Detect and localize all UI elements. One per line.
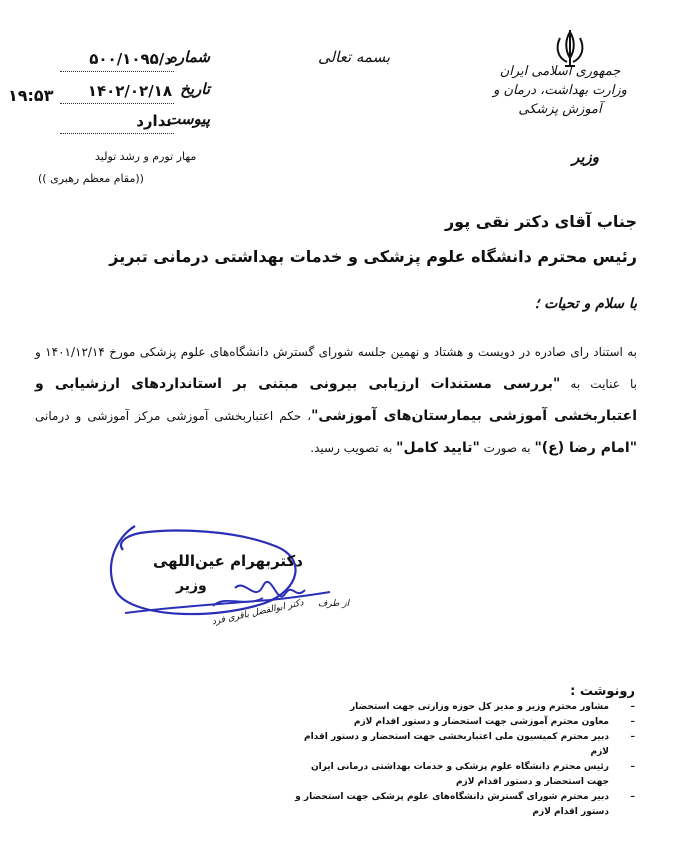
on-behalf-label: از طرف <box>318 599 350 609</box>
handwritten-signer-name: دکتر ابوالفضل باقری فرد <box>211 598 305 628</box>
ministry-line-country: جمهوری اسلامی ایران <box>499 64 621 79</box>
cc-list <box>295 700 635 820</box>
body-bold-2: "امام رضا (ع)" <box>534 440 637 456</box>
reference-number-row <box>60 48 210 72</box>
signatory-title: وزیر <box>176 578 207 594</box>
dotted-line <box>60 103 174 104</box>
cc-item: – رئیس محترم دانشگاه علوم پزشکی و خدمات بهداشتی درمانی ایران جهت استحضار و دستور اقدام لازم <box>295 760 635 790</box>
letter-body <box>35 336 637 464</box>
dotted-line <box>60 133 174 134</box>
dotted-line <box>60 71 174 72</box>
signatory-name: دکتربهرام عین‌اللهی <box>153 552 303 570</box>
body-text-4: به تصویب رسید. <box>310 441 397 455</box>
cc-item: – دبیر محترم کمیسیون ملی اعتباربخشی جهت استحضار و دستور اقدام لازم <box>295 730 635 760</box>
body-text-2: ، حکم اعتباربخشی آموزشی مرکز آموزشی و درمانی <box>35 409 312 423</box>
reference-attachment-label: پیوست <box>166 110 210 128</box>
reference-number-value: د/۵۰۰/۱۰۹۵ <box>89 50 172 68</box>
cc-label: رونوشت : <box>570 684 635 699</box>
ministry-line-ministry: وزارت بهداشت، درمان و آموزش پزشکی <box>493 83 627 117</box>
body-text-3: به صورت <box>479 441 535 455</box>
recipient-name: جناب آقای دکتر نقی پور <box>444 212 637 231</box>
basmala: بسمه تعالی <box>318 48 391 66</box>
issue-time: ۱۹:۵۳ <box>8 86 54 105</box>
greeting: با سلام و تحیات ؛ <box>534 296 637 312</box>
cc-item: – معاون محترم آموزشی جهت استحضار و دستور اقدام لازم <box>295 715 635 730</box>
reference-attachment-row <box>60 110 210 134</box>
cc-item: – مشاور محترم وزیر و مدیر کل حوزه وزارتی جهت استحضار <box>295 700 635 715</box>
reference-date-value: ۱۴۰۲/۰۲/۱۸ <box>87 82 172 100</box>
minister-title: وزیر <box>572 148 599 166</box>
reference-date-label: تاریخ <box>180 80 210 98</box>
year-slogan: مهار تورم و رشد تولید <box>95 150 197 163</box>
reference-attachment-value: ندارد <box>136 112 172 130</box>
body-text-1: به استناد رای صادره در دویست و هشتاد و نهمین جلسه شورای گسترش دانشگاه‌های علوم پزشکی مورخ ۱۴۰۱/۱۲/۱۴ و با عنایت به <box>35 345 637 391</box>
body-bold-3: "تایید کامل" <box>396 440 480 456</box>
recipient-title: رئیس محترم دانشگاه علوم پزشکی و خدمات بهداشتی درمانی تبریز <box>109 247 637 266</box>
ministry-letterhead <box>485 62 635 119</box>
body-bold-1: "بررسی مستندات ارزیابی بیرونی مبتنی بر استانداردهای ارزشیابی و اعتباربخشی آموزشی بیمارستان‌های آموزشی" <box>35 376 637 424</box>
reference-date-row <box>60 80 210 104</box>
cc-item: – دبیر محترم شورای گسترش دانشگاه‌های علوم پزشکی جهت استحضار و دستور اقدام لازم <box>295 790 635 820</box>
reference-number-label: شماره <box>169 48 210 66</box>
slogan-source: ((مقام معظم رهبری )) <box>38 172 144 185</box>
signature-scribble <box>95 508 355 648</box>
